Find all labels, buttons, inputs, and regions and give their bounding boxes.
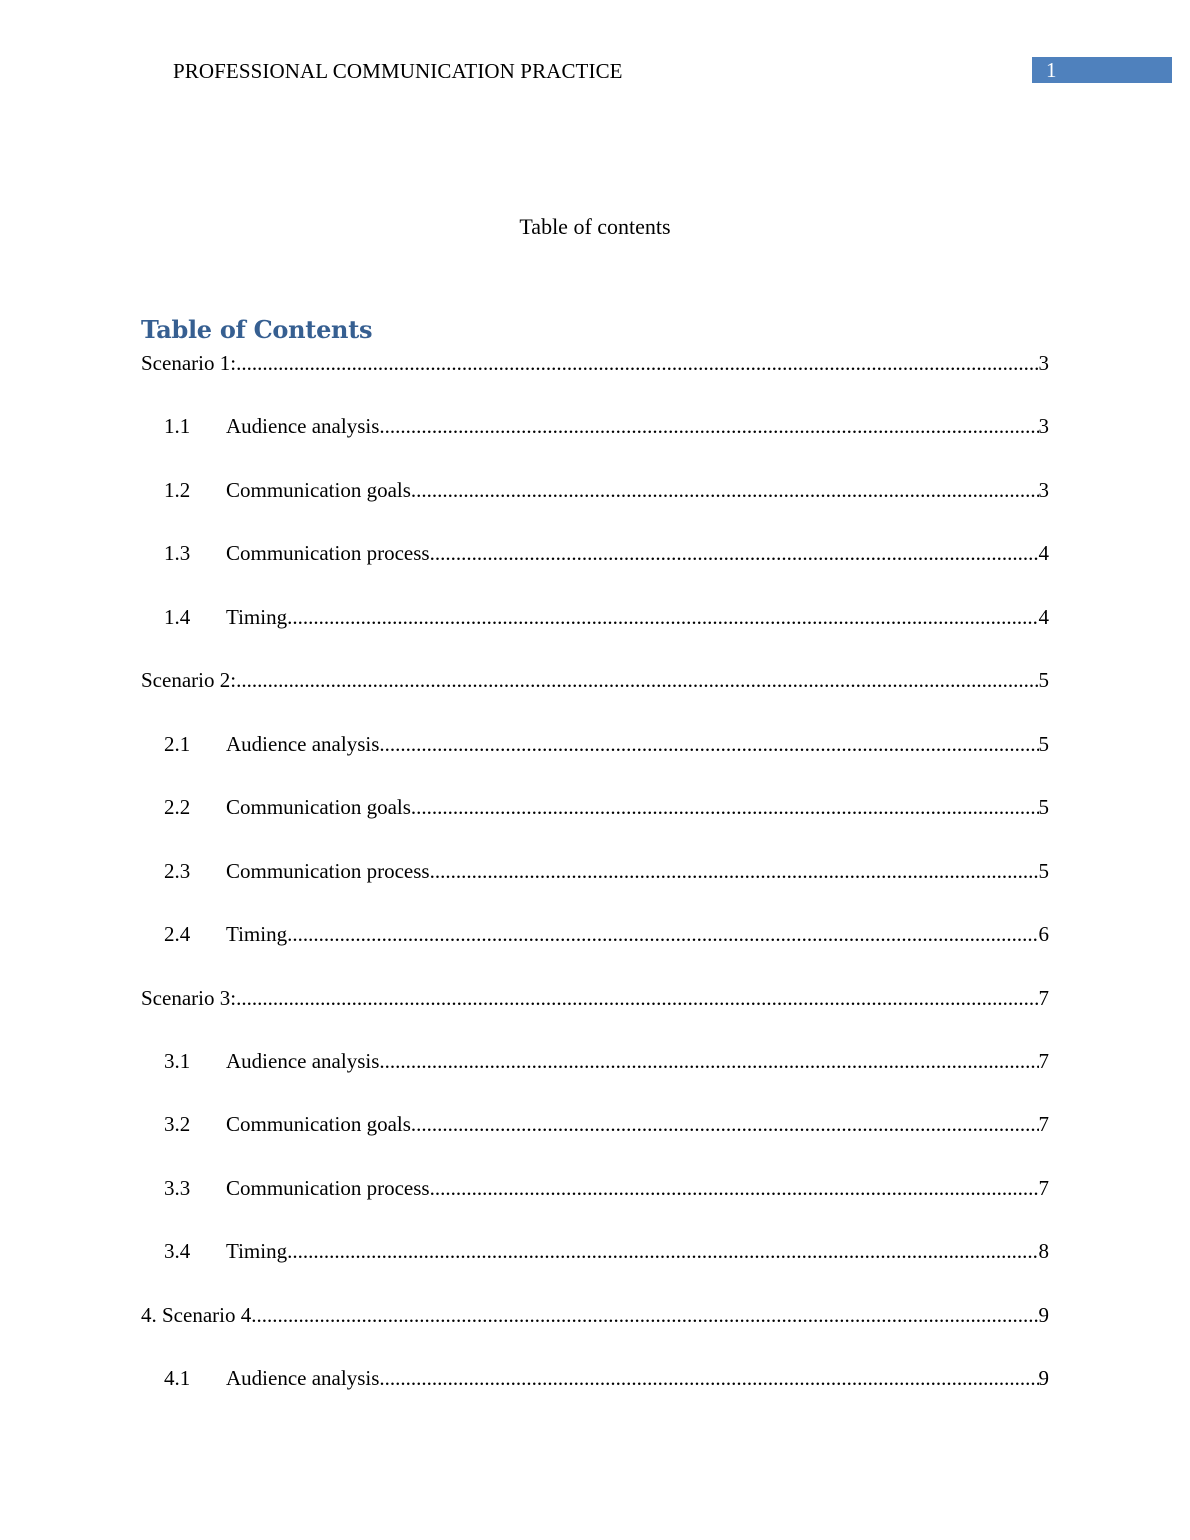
toc-entry[interactable] xyxy=(164,539,1049,567)
toc-entry[interactable] xyxy=(164,920,1049,948)
toc-entry-number: 2.2 xyxy=(164,795,191,819)
toc-entry-title: Scenario 1: xyxy=(141,351,237,375)
toc-entry-number: 1.2 xyxy=(164,478,191,502)
toc-dot-leader xyxy=(411,1110,1039,1138)
toc-entry-title: Scenario 3: xyxy=(141,986,237,1010)
toc-entry-page: 8 xyxy=(1038,1239,1049,1263)
toc-dot-leader xyxy=(236,666,1038,694)
toc-entry[interactable] xyxy=(164,730,1049,758)
toc-entry[interactable] xyxy=(164,1237,1049,1265)
toc-dot-leader xyxy=(379,412,1038,440)
toc-dot-leader xyxy=(287,1237,1038,1265)
toc-entry-title: Timing xyxy=(226,605,288,629)
toc-entry-page: 6 xyxy=(1038,922,1049,946)
toc-entry[interactable] xyxy=(141,666,1049,694)
toc-entry-number: 3.3 xyxy=(164,1176,191,1200)
toc-entry[interactable] xyxy=(164,1047,1049,1075)
toc-entry-page: 9 xyxy=(1038,1366,1049,1390)
toc-entry[interactable] xyxy=(164,793,1049,821)
toc-entry-title: Audience analysis xyxy=(226,732,380,756)
toc-dot-leader xyxy=(287,920,1038,948)
toc-entry-page: 5 xyxy=(1038,668,1049,692)
toc-entry-number: 1.3 xyxy=(164,541,191,565)
toc-entry-title: Communication goals xyxy=(226,1112,411,1136)
running-head: PROFESSIONAL COMMUNICATION PRACTICE xyxy=(173,59,623,83)
toc-entry-page: 7 xyxy=(1038,1176,1049,1200)
toc-dot-leader xyxy=(251,1301,1038,1329)
toc-entry-page: 4 xyxy=(1038,541,1049,565)
toc-entry[interactable] xyxy=(164,603,1049,631)
toc-dot-leader xyxy=(430,857,1039,885)
toc-entry-title: Communication process xyxy=(226,541,430,565)
toc-dot-leader xyxy=(379,730,1038,758)
toc-entry-page: 5 xyxy=(1038,859,1049,883)
toc-entry-number: 3.2 xyxy=(164,1112,191,1136)
toc-entry[interactable] xyxy=(164,476,1049,504)
toc-dot-leader xyxy=(430,539,1039,567)
toc-entry[interactable] xyxy=(164,1364,1049,1392)
toc-entry-title: 4. Scenario 4 xyxy=(141,1303,252,1327)
toc-entry-title: Timing xyxy=(226,1239,288,1263)
toc-entry-page: 5 xyxy=(1038,732,1049,756)
toc-entry[interactable] xyxy=(164,857,1049,885)
toc-entry-title: Communication process xyxy=(226,1176,430,1200)
toc-entry-title: Communication goals xyxy=(226,478,411,502)
toc-entry-page: 7 xyxy=(1038,1112,1049,1136)
toc-entry-number: 2.3 xyxy=(164,859,191,883)
toc-dot-leader xyxy=(411,476,1039,504)
toc-entry-page: 4 xyxy=(1038,605,1049,629)
toc-entry-number: 1.4 xyxy=(164,605,191,629)
toc-dot-leader xyxy=(287,603,1038,631)
toc-entry-title: Scenario 2: xyxy=(141,668,237,692)
toc-entry-title: Audience analysis xyxy=(226,1049,380,1073)
toc-dot-leader xyxy=(379,1364,1038,1392)
toc-dot-leader xyxy=(236,984,1038,1012)
toc-entry[interactable] xyxy=(141,1301,1049,1329)
toc-entry-title: Communication goals xyxy=(226,795,411,819)
toc-entry[interactable] xyxy=(164,1174,1049,1202)
toc-entry-number: 3.4 xyxy=(164,1239,191,1263)
toc-entry-number: 4.1 xyxy=(164,1366,191,1390)
toc-entry-page: 3 xyxy=(1038,478,1049,502)
toc-entry-title: Audience analysis xyxy=(226,414,380,438)
toc-dot-leader xyxy=(236,349,1038,377)
toc-entry[interactable] xyxy=(164,412,1049,440)
document-title: Table of contents xyxy=(519,214,671,239)
toc-dot-leader xyxy=(430,1174,1039,1202)
toc-entry-page: 3 xyxy=(1038,414,1049,438)
toc-entry-number: 3.1 xyxy=(164,1049,191,1073)
toc-entry[interactable] xyxy=(164,1110,1049,1138)
toc-heading: Table of Contents xyxy=(141,315,373,344)
toc-entry-page: 9 xyxy=(1038,1303,1049,1327)
toc-entry[interactable] xyxy=(141,349,1049,377)
toc-dot-leader xyxy=(411,793,1039,821)
toc-dot-leader xyxy=(379,1047,1038,1075)
toc-entry-page: 3 xyxy=(1038,351,1049,375)
toc-entry-number: 2.1 xyxy=(164,732,191,756)
page-number-badge xyxy=(1032,57,1172,83)
toc-entry-number: 1.1 xyxy=(164,414,191,438)
toc-entry-number: 2.4 xyxy=(164,922,191,946)
toc-entry[interactable] xyxy=(141,984,1049,1012)
toc-entry-page: 5 xyxy=(1038,795,1049,819)
toc-entry-title: Audience analysis xyxy=(226,1366,380,1390)
toc-entry-title: Communication process xyxy=(226,859,430,883)
toc-entry-title: Timing xyxy=(226,922,288,946)
toc-entry-page: 7 xyxy=(1038,1049,1049,1073)
page-number: 1 xyxy=(1046,58,1057,82)
toc-entry-page: 7 xyxy=(1038,986,1049,1010)
